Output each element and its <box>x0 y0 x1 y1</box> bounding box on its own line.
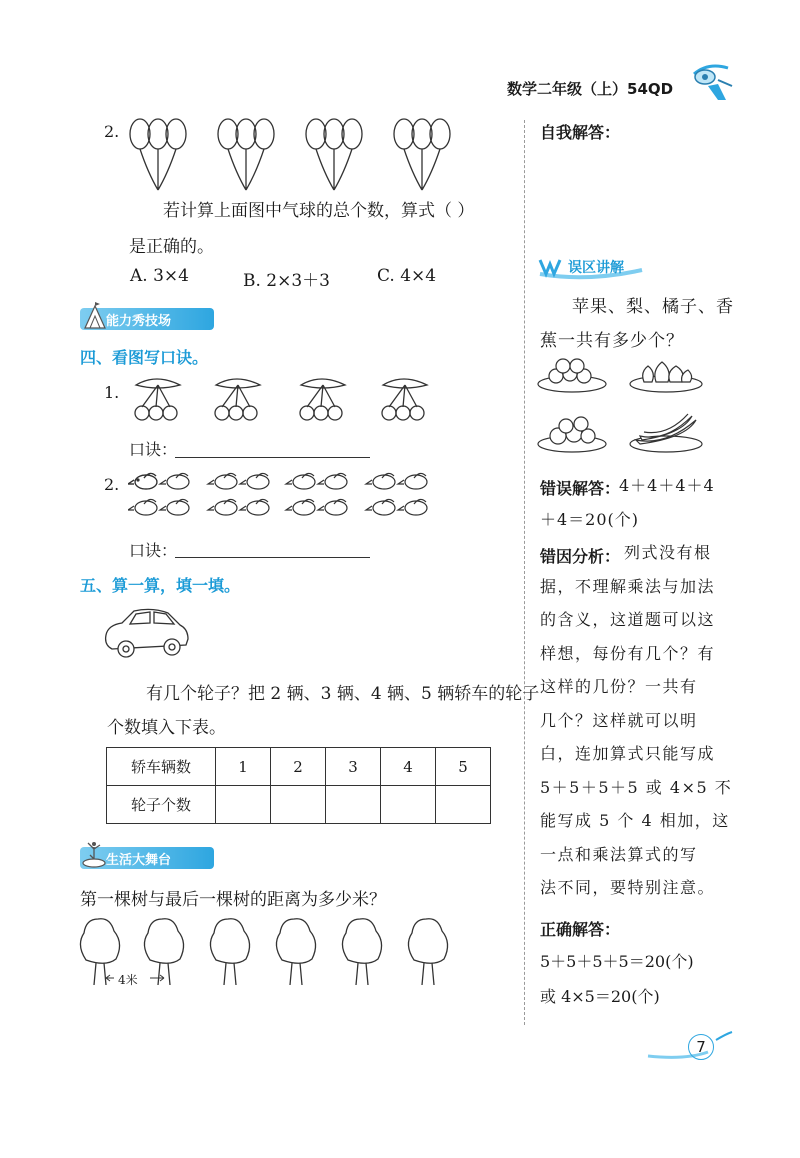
table-cell: 4 <box>381 748 436 786</box>
cherries-figure <box>128 375 448 425</box>
table-row2-header: 轮子个数 <box>107 786 216 824</box>
correct-answer-line1: 5＋5＋5＋5＝20(个) <box>540 952 694 971</box>
problem-line2: 蕉一共有多少个？ <box>540 331 684 351</box>
answer-cell[interactable] <box>271 786 326 824</box>
answer-cell[interactable] <box>436 786 491 824</box>
telescope-icon <box>688 60 736 102</box>
stage-icon <box>82 839 110 869</box>
column-divider <box>524 120 525 1025</box>
table-cell: 2 <box>271 748 326 786</box>
table-row <box>107 786 491 824</box>
mistake-banner: 误区讲解 <box>538 256 648 278</box>
reason-line: 白，连加算式只能写成 <box>540 744 716 763</box>
sec5-text-line1: 有几个轮子？把 2 辆、3 辆、4 辆、5 辆轿车的轮子 <box>146 684 540 704</box>
table-row1-header: 轿车辆数 <box>107 748 216 786</box>
correct-answer-line2: 或 4×5＝20(个) <box>540 987 660 1006</box>
table-cell: 3 <box>326 748 381 786</box>
table-row <box>107 748 491 786</box>
sec4-q2-number: 2. <box>104 475 120 494</box>
sec4-q2-label: 口诀： <box>129 541 178 560</box>
reason-line: 法不同，要特别注意。 <box>540 878 716 897</box>
table-cell: 5 <box>436 748 491 786</box>
q2-option-a: A. 3×4 <box>130 266 189 286</box>
tree-distance-label: 4米 <box>118 973 138 987</box>
sec4-q2-answer-line[interactable] <box>175 557 370 558</box>
car-figure <box>102 605 192 661</box>
reason-line: 列式没有根 <box>624 543 712 562</box>
q2-option-b: B. 2×3＋3 <box>243 271 330 291</box>
section4-title: 四、看图写口诀。 <box>80 348 209 367</box>
q2-number: 2. <box>104 122 120 141</box>
wrong-answer-label: 错误解答： <box>540 479 621 498</box>
header-title: 数学二年级（上）54QD <box>507 80 674 98</box>
table-cell: 1 <box>216 748 271 786</box>
problem-line1: 苹果、梨、橘子、香 <box>572 297 734 317</box>
section5-title: 五、算一算，填一填。 <box>80 576 241 595</box>
wrong-answer-line2: ＋4＝20(个) <box>540 510 640 529</box>
reason-line: 的含义，这道题可以这 <box>540 610 716 629</box>
self-answer-label: 自我解答： <box>540 123 621 142</box>
q2-stem-line1: 若计算上面图中气球的总个数，算式（ ） <box>163 201 475 221</box>
answer-cell[interactable] <box>381 786 436 824</box>
reason-line: 5＋5＋5＋5 或 4×5 不 <box>540 778 733 797</box>
sec4-q1-number: 1. <box>104 383 120 402</box>
correct-answer-label: 正确解答： <box>540 920 621 939</box>
answer-cell[interactable] <box>216 786 271 824</box>
fruit-plates-figure <box>536 356 716 466</box>
reason-line: 样想，每份有几个？有 <box>540 644 716 663</box>
reason-line: 据，不理解乘法与加法 <box>540 577 716 596</box>
ability-banner: 能力秀技场 <box>80 308 214 330</box>
sec4-q1-answer-line[interactable] <box>175 457 370 458</box>
tent-icon <box>82 300 108 330</box>
wrong-answer-line1: 4＋4＋4＋4 <box>619 476 715 495</box>
birds-figure <box>128 470 438 526</box>
reason-line: 这样的几份？一共有 <box>540 677 698 696</box>
answer-cell[interactable] <box>326 786 381 824</box>
life-question: 第一棵树与最后一棵树的距离为多少米？ <box>80 890 386 910</box>
reason-line: 几个？这样就可以明 <box>540 711 698 730</box>
reason-line: 能写成 5 个 4 相加，这 <box>540 811 730 830</box>
balloons-figure <box>128 118 468 193</box>
reason-line: 一点和乘法算式的写 <box>540 845 698 864</box>
q2-stem-line2: 是正确的。 <box>129 237 214 257</box>
wheel-table <box>106 747 491 824</box>
page-number: 7 <box>688 1034 714 1060</box>
reason-label: 错因分析： <box>540 547 621 566</box>
q2-option-c: C. 4×4 <box>377 266 437 286</box>
sec5-text-line2: 个数填入下表。 <box>107 718 226 738</box>
life-banner: 生活大舞台 <box>80 847 214 869</box>
sec4-q1-label: 口诀： <box>129 440 178 459</box>
